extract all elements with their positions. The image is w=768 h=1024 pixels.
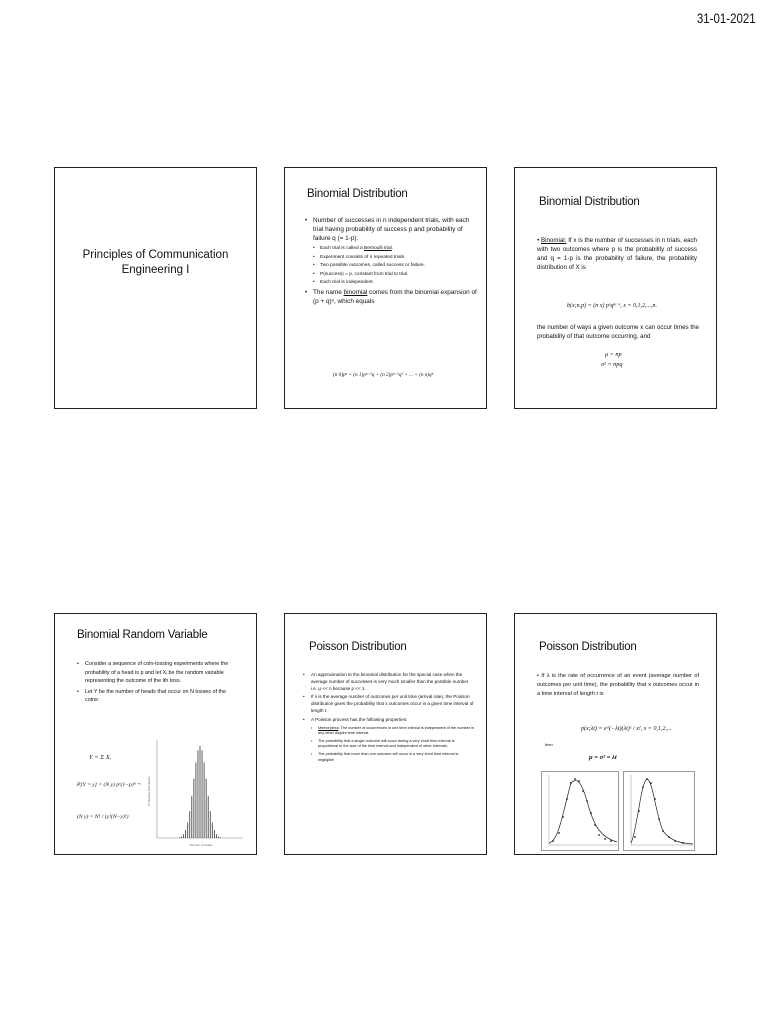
plot-point (654, 798, 656, 800)
plot-point (650, 782, 652, 784)
plot-point (558, 832, 560, 834)
sub-bullet: • Each trial is called a Bernoulli trial. (313, 245, 480, 252)
plot-point (598, 834, 600, 836)
bullet: • If λ is the average number of outcomes per unit time (arrival rate), the Poisson distribution gives the probability that x outcomes occur in a given time interval of length t. (303, 694, 475, 714)
poisson-plot-2 (623, 771, 695, 851)
slide-title-text: Principles of Communication Engineering I (82, 249, 229, 276)
formula-y-sum: Y = Σ Xᵢ (89, 754, 111, 761)
plot-point (638, 810, 640, 812)
plot-point (582, 790, 584, 792)
binomial-histogram (147, 736, 245, 848)
slide-binomial-distribution-1 (284, 167, 487, 409)
plot-point (642, 786, 644, 788)
plot-point (594, 824, 596, 826)
slide-poisson-distribution-2 (514, 613, 717, 855)
sub-bullet: • P(success) = p, constant from trial to trial. (313, 271, 480, 278)
plot-point (590, 812, 592, 814)
sub-bullet: • Two possible outcomes, called success or failure. (313, 262, 480, 269)
sub-bullet: • Memoryless: The number of occurrences in one time interval is independent of the number in any other disjoint time interval. (311, 726, 475, 738)
slide-heading: Binomial Distribution (539, 196, 640, 208)
bullet: • A Poisson process has the following properties: (303, 717, 475, 724)
slide-heading: Binomial Random Variable (77, 629, 208, 641)
poisson-definition: • If λ is the rate of occurrence of an event (average number of outcomes per unit time), the probability that x outcomes occur in a time interval of length t is (537, 673, 700, 697)
plot-point (668, 836, 670, 838)
plot-point (682, 842, 684, 844)
plot-point (610, 840, 612, 842)
plot-point (604, 838, 606, 840)
plot-point (662, 830, 664, 832)
bullet: • Let Y be the number of heads that occur on N tosses of the coins: (77, 688, 237, 705)
bullet: • The name binomial comes from the binomial expansion of (p + q)ⁿ, which equals (305, 288, 480, 306)
plot-point (646, 778, 648, 780)
plot-point (574, 778, 576, 780)
plot-point (578, 780, 580, 782)
y-axis-label: Probability Distribution (147, 776, 151, 806)
plot-point (674, 840, 676, 842)
formula-combination: (N y) = N! / (y!(N−y)!) (77, 814, 129, 820)
binomial-explanation: the number of ways a given outcome x can occur times the probability of that outcome occurring, and (537, 324, 699, 340)
plot-point (634, 836, 636, 838)
then-label: then (545, 742, 553, 747)
plot-point (566, 798, 568, 800)
poisson-mean-variance: μ = σ² = λt (589, 754, 617, 761)
date-stamp: 31-01-2021 (697, 10, 756, 26)
bullet: • Number of successes in n independent trials, with each trial having probability of success p and probability of failure q (= 1-p). (305, 216, 480, 243)
binomial-definition: • Binomial: If x is the number of successes in n trials, each with two outcomes where p is the probability of success and q = 1-p is the probability of failure, the probability distribution of X is (537, 237, 697, 271)
plot-point (562, 816, 564, 818)
sub-bullet: • The probability that more than one outcome will occur in a very short time interval is negligible (311, 752, 475, 764)
binomial-mean: μ = np (605, 351, 622, 358)
formula-pmf: P[Y = y] = (N y) pʸ(1−p)ᴺ⁻ʸ (77, 782, 141, 788)
plot-point (570, 782, 572, 784)
slide-heading: Poisson Distribution (539, 641, 637, 653)
binomial-variance: σ² = npq (601, 361, 623, 368)
slide-poisson-distribution-1 (284, 613, 487, 855)
sub-bullet: • The probability that a single outcome will occur during a very short time interval is proportional to the size of the time interval and independent of other intervals. (311, 739, 475, 751)
slide-binomial-random-variable (54, 613, 257, 855)
bullet: • Consider a sequence of coin-tossing experiments where the probability of a head is p and let Xᵢ be the random variable representing the outcome of the ith toss. (77, 660, 237, 686)
bullet: • An approximation to the binomial distribution for the special case when the average number of successes is very much smaller than the possible number i.e. μ << n because p << 1. (303, 672, 475, 692)
binomial-formula: b(x;n,p) = (n x) pˣqⁿ⁻ˣ, x = 0,1,2,...,n. (567, 303, 658, 309)
slide-binomial-distribution-2 (514, 167, 717, 409)
slide-heading: Binomial Distribution (307, 188, 408, 200)
x-axis-label: Number of heads (189, 843, 213, 847)
slide-heading: Poisson Distribution (309, 641, 407, 653)
sub-bullet: • Each trial is independent. (313, 279, 480, 286)
binomial-expansion: (n 0)pⁿ + (n 1)pⁿ⁻¹q + (n 2)pⁿ⁻²q² + ... + (n n)qⁿ (333, 372, 434, 378)
poisson-plot-1 (541, 771, 619, 851)
poisson-formula: p(x;λt) = e^(−λt)(λt)ˣ / x!, x = 0,1,2,... (581, 726, 672, 732)
plot-point (552, 840, 554, 842)
sub-bullet: • Experiment consists of n repeated trials. (313, 254, 480, 261)
plot-point (658, 818, 660, 820)
slide-title (54, 167, 257, 409)
plot-point (586, 800, 588, 802)
